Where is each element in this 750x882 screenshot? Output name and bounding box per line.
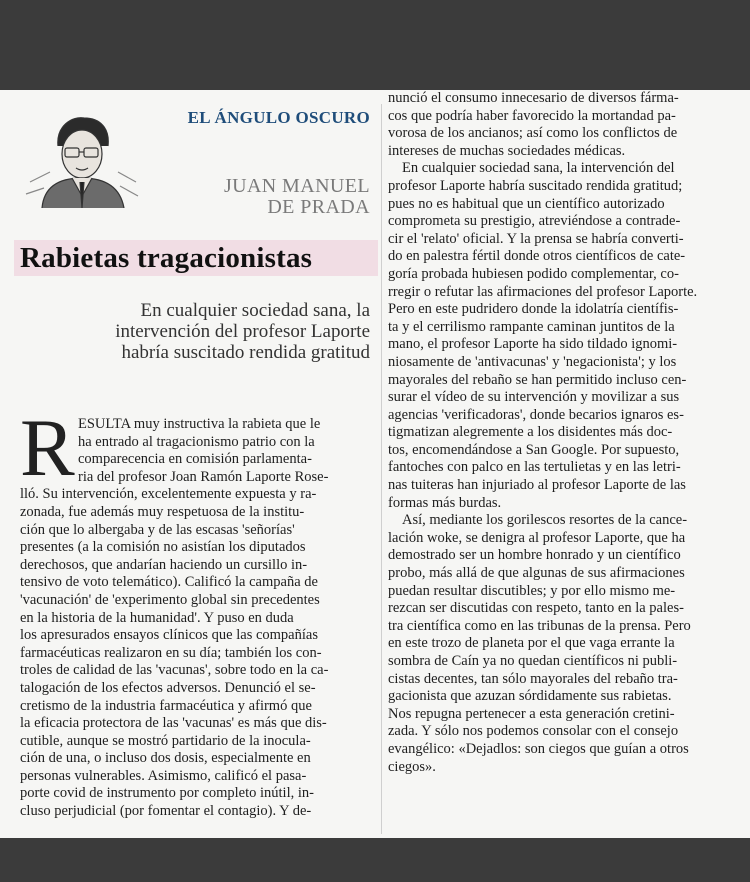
text-line: Así, mediante los gorilescos resortes de la cance-	[402, 512, 688, 529]
text-line: gacionista que azuzan sórdidamente sus rabietas.	[388, 688, 672, 705]
text-line: cos que podría haber favorecido la mortandad pa-	[388, 107, 676, 124]
author-last-line: DE PRADA	[267, 196, 370, 218]
text-line: Pero en este pudridero donde la idolatría científis-	[388, 301, 679, 318]
author-name	[190, 176, 370, 218]
text-line: talogación de los efectos adversos. Denunció el se-	[20, 679, 316, 696]
top-dark-band	[0, 0, 750, 90]
text-line: ciegos».	[388, 758, 436, 775]
lead-subtitle	[30, 300, 370, 363]
text-line: rregir o refutar las afirmaciones del profesor Laporte.	[388, 283, 698, 300]
text-line: tos, encomendándose a San Google. Por supuesto,	[388, 441, 680, 458]
text-line: nas tuiteras han injuriado al profesor Laporte de las	[388, 477, 686, 494]
text-line: lación woke, se denigra al profesor Laporte, que ha	[388, 529, 686, 546]
text-line: tra científica como en las tribunas de la prensa. Pero	[388, 617, 691, 634]
text-line: nunció el consumo innecesario de diversos fárma-	[388, 90, 679, 106]
text-line: ria del profesor Joan Ramón Laporte Rose-	[78, 468, 329, 485]
text-line: farmacéuticas realizaron en su día; también los con-	[20, 644, 322, 661]
text-line: rezcan ser discutidas con respeto, tanto en la pales-	[388, 600, 684, 617]
text-line: formas más burdas.	[388, 494, 502, 511]
text-line: 'vacunación' de 'experimento global sin precedentes	[20, 591, 320, 608]
bottom-dark-band	[0, 838, 750, 882]
section-title: EL ÁNGULO OSCURO	[187, 108, 370, 127]
text-line: los apresurados ensayos clínicos que las compañías	[20, 627, 318, 644]
text-line: zonada, fue además muy respetuosa de la institu-	[20, 503, 305, 520]
text-line: En cualquier sociedad sana, la intervención del	[402, 160, 675, 177]
newspaper-page	[0, 90, 750, 838]
text-line: en la historia de la humanidad'. Y puso en duda	[20, 609, 294, 626]
text-line: tigmatizan alegremente a los disidentes más doc-	[388, 424, 673, 441]
text-line: vorosa de los ancianos; así como los conflictos de	[388, 125, 678, 142]
text-line: comparecencia en comisión parlamenta-	[78, 451, 312, 468]
author-portrait-illustration	[20, 112, 140, 208]
text-line: ha entrado al tragacionismo patrio con la	[78, 433, 315, 450]
text-line: probo, más allá de que algunas de sus afirmaciones	[388, 565, 685, 582]
lead-line: En cualquier sociedad sana, la	[140, 300, 370, 321]
text-line: do en palestra fértil donde otros científicos de cate-	[388, 248, 686, 265]
text-line: la eficacia protectora de las 'vacunas' es más que dis-	[20, 715, 327, 732]
text-line: ción que lo albergaba y de las escasas 'señorías'	[20, 521, 295, 538]
text-line: mayorales del rebaño se han permitido incluso cen-	[388, 371, 687, 388]
text-line: fantoches con palco en las tertulietas y en las letri-	[388, 459, 681, 476]
headline: Rabietas tragacionistas	[20, 242, 313, 274]
text-line: evangélico: «Dejadlos: son ciegos que guían a otros	[388, 740, 689, 757]
text-line: pues no es habitual que un científico autorizado	[388, 195, 665, 212]
text-line: lló. Su intervención, excelentemente expuesta y ra-	[20, 486, 317, 503]
text-line: agencias 'verificadoras', donde becarios ignaros es-	[388, 406, 684, 423]
text-line: cutible, aunque se mostró partidario de la inocula-	[20, 732, 311, 749]
text-line: personas vulnerables. Asimismo, calificó el pasa-	[20, 767, 307, 784]
author-first-line: JUAN MANUEL	[223, 175, 370, 197]
text-line: surar el vídeo de su intervención y movilizar a sus	[388, 389, 680, 406]
text-line: tensivo de voto telemático). Calificó la campaña de	[20, 574, 318, 591]
right-column-text	[388, 90, 738, 776]
text-line: en este trozo de planeta por el que vaga errante la	[388, 635, 675, 652]
text-line: Nos repugna pertenecer a esta generación cretini-	[388, 705, 675, 722]
text-line: ción de una, o incluso dos dosis, especialmente en	[20, 750, 311, 767]
text-line: cir el 'relato' oficial. Y la prensa se habría converti-	[388, 230, 684, 247]
text-line: troles de calidad de las 'vacunas', sobre todo en la ca-	[20, 662, 329, 679]
left-column-text	[20, 416, 370, 821]
lead-line: habría suscitado rendida gratitud	[121, 342, 370, 363]
text-line: goría probada hubiesen podido complementar, co-	[388, 265, 679, 282]
text-line: sombra de Caín ya no quedan científicos ni publi-	[388, 653, 678, 669]
text-line: demostrado ser un hombre honrado y un científico	[388, 547, 681, 564]
text-line: profesor Laporte habría suscitado rendida gratitud;	[388, 177, 683, 194]
text-line: derechosos, que andarían haciendo un cursillo in-	[20, 556, 308, 573]
text-line: intereses de muchas sociedades médicas.	[388, 142, 626, 159]
text-line: zada. Y sólo nos podemos consolar con el consejo	[388, 723, 679, 740]
column-divider	[381, 104, 382, 834]
text-line: puedan resultar discutibles; y por ello mismo me-	[388, 582, 676, 599]
text-line: ESULTA muy instructiva la rabieta que le	[78, 416, 321, 432]
text-line: presentes (a la comisión no asistían los diputados	[20, 539, 306, 556]
lead-line: intervención del profesor Laporte	[115, 321, 370, 342]
drop-cap: R	[20, 402, 75, 493]
text-line: ta y el cerrilismo rampante caminan juntitos de la	[388, 318, 675, 335]
text-line: mano, el profesor Laporte ha sido tildado ignomi-	[388, 336, 678, 353]
text-line: cistas decentes, tan sólo mayorales del rebaño tra-	[388, 670, 678, 687]
text-line: comprometa su prestigio, atreviéndose a contrade-	[388, 213, 681, 230]
text-line: cluso perjudicial (por fomentar el contagio). Y de-	[20, 803, 312, 820]
text-line: porte covid de instrumento por completo inútil, in-	[20, 785, 314, 802]
text-line: niosamente de 'antivacunas' y 'negacionista'; y los	[388, 353, 677, 370]
text-line: cretismo de la industria farmacéutica y afirmó que	[20, 697, 312, 714]
